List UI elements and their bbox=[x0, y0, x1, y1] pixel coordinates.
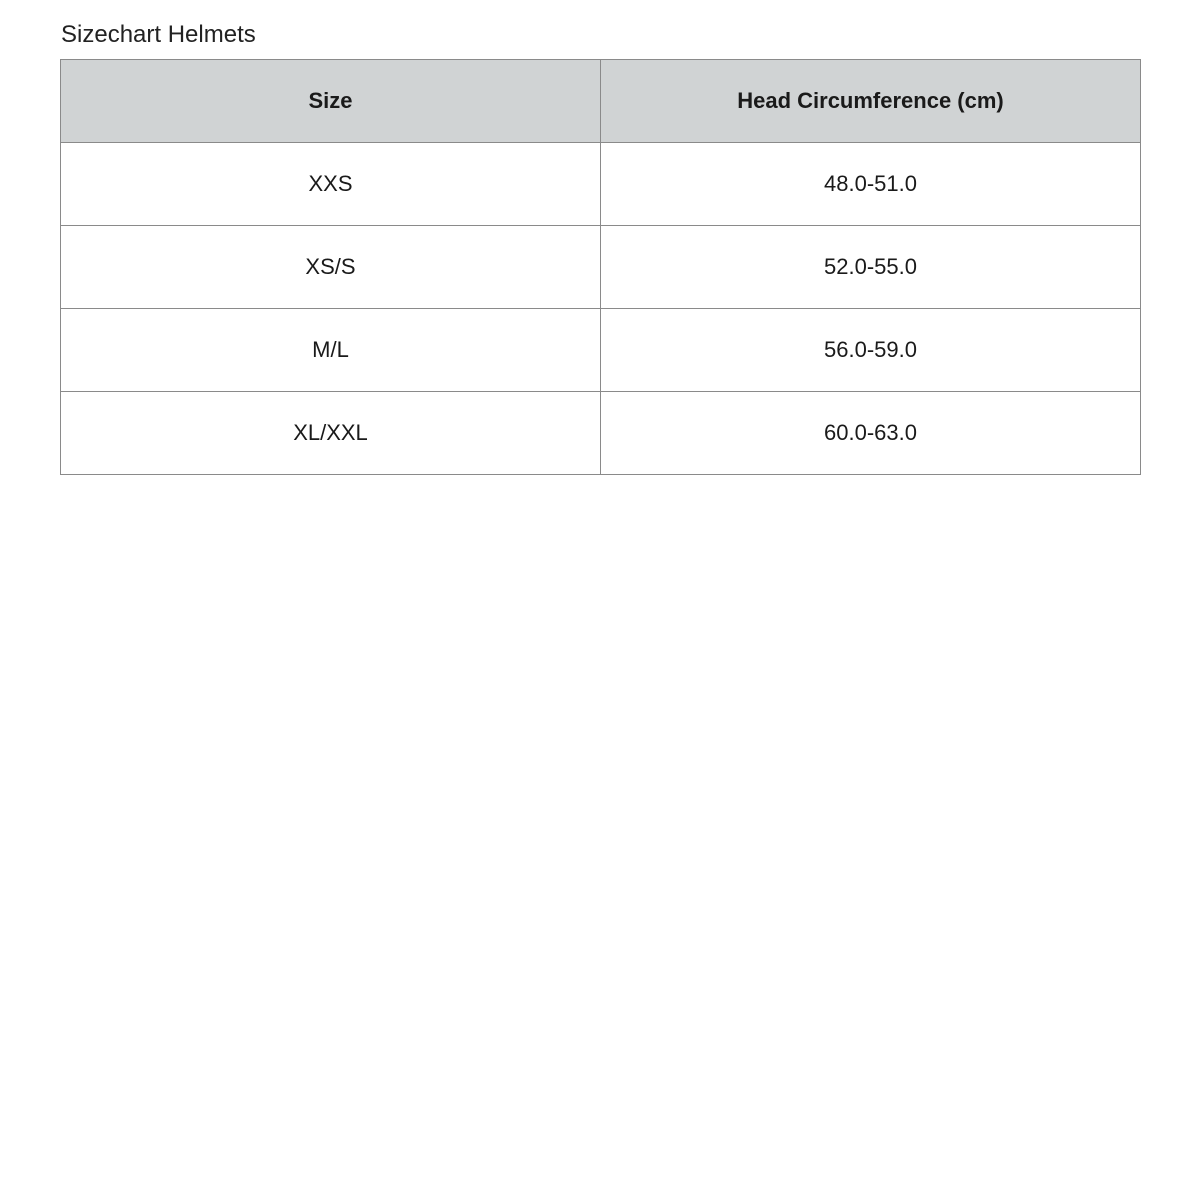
circumference-cell: 56.0-59.0 bbox=[601, 309, 1141, 392]
size-cell: XL/XXL bbox=[61, 392, 601, 475]
table-header bbox=[61, 60, 1141, 143]
circumference-cell: 60.0-63.0 bbox=[601, 392, 1141, 475]
page-title: Sizechart Helmets bbox=[61, 21, 256, 48]
table-row bbox=[61, 143, 1141, 226]
table-row bbox=[61, 309, 1141, 392]
size-chart-table bbox=[60, 59, 1141, 475]
table-header-row bbox=[61, 60, 1141, 143]
table-row bbox=[61, 392, 1141, 475]
size-cell: XS/S bbox=[61, 226, 601, 309]
table-row bbox=[61, 226, 1141, 309]
circumference-cell: 52.0-55.0 bbox=[601, 226, 1141, 309]
size-cell: XXS bbox=[61, 143, 601, 226]
column-header-size: Size bbox=[61, 60, 601, 143]
circumference-cell: 48.0-51.0 bbox=[601, 143, 1141, 226]
size-cell: M/L bbox=[61, 309, 601, 392]
table-body bbox=[61, 143, 1141, 475]
column-header-head-circumference: Head Circumference (cm) bbox=[601, 60, 1141, 143]
